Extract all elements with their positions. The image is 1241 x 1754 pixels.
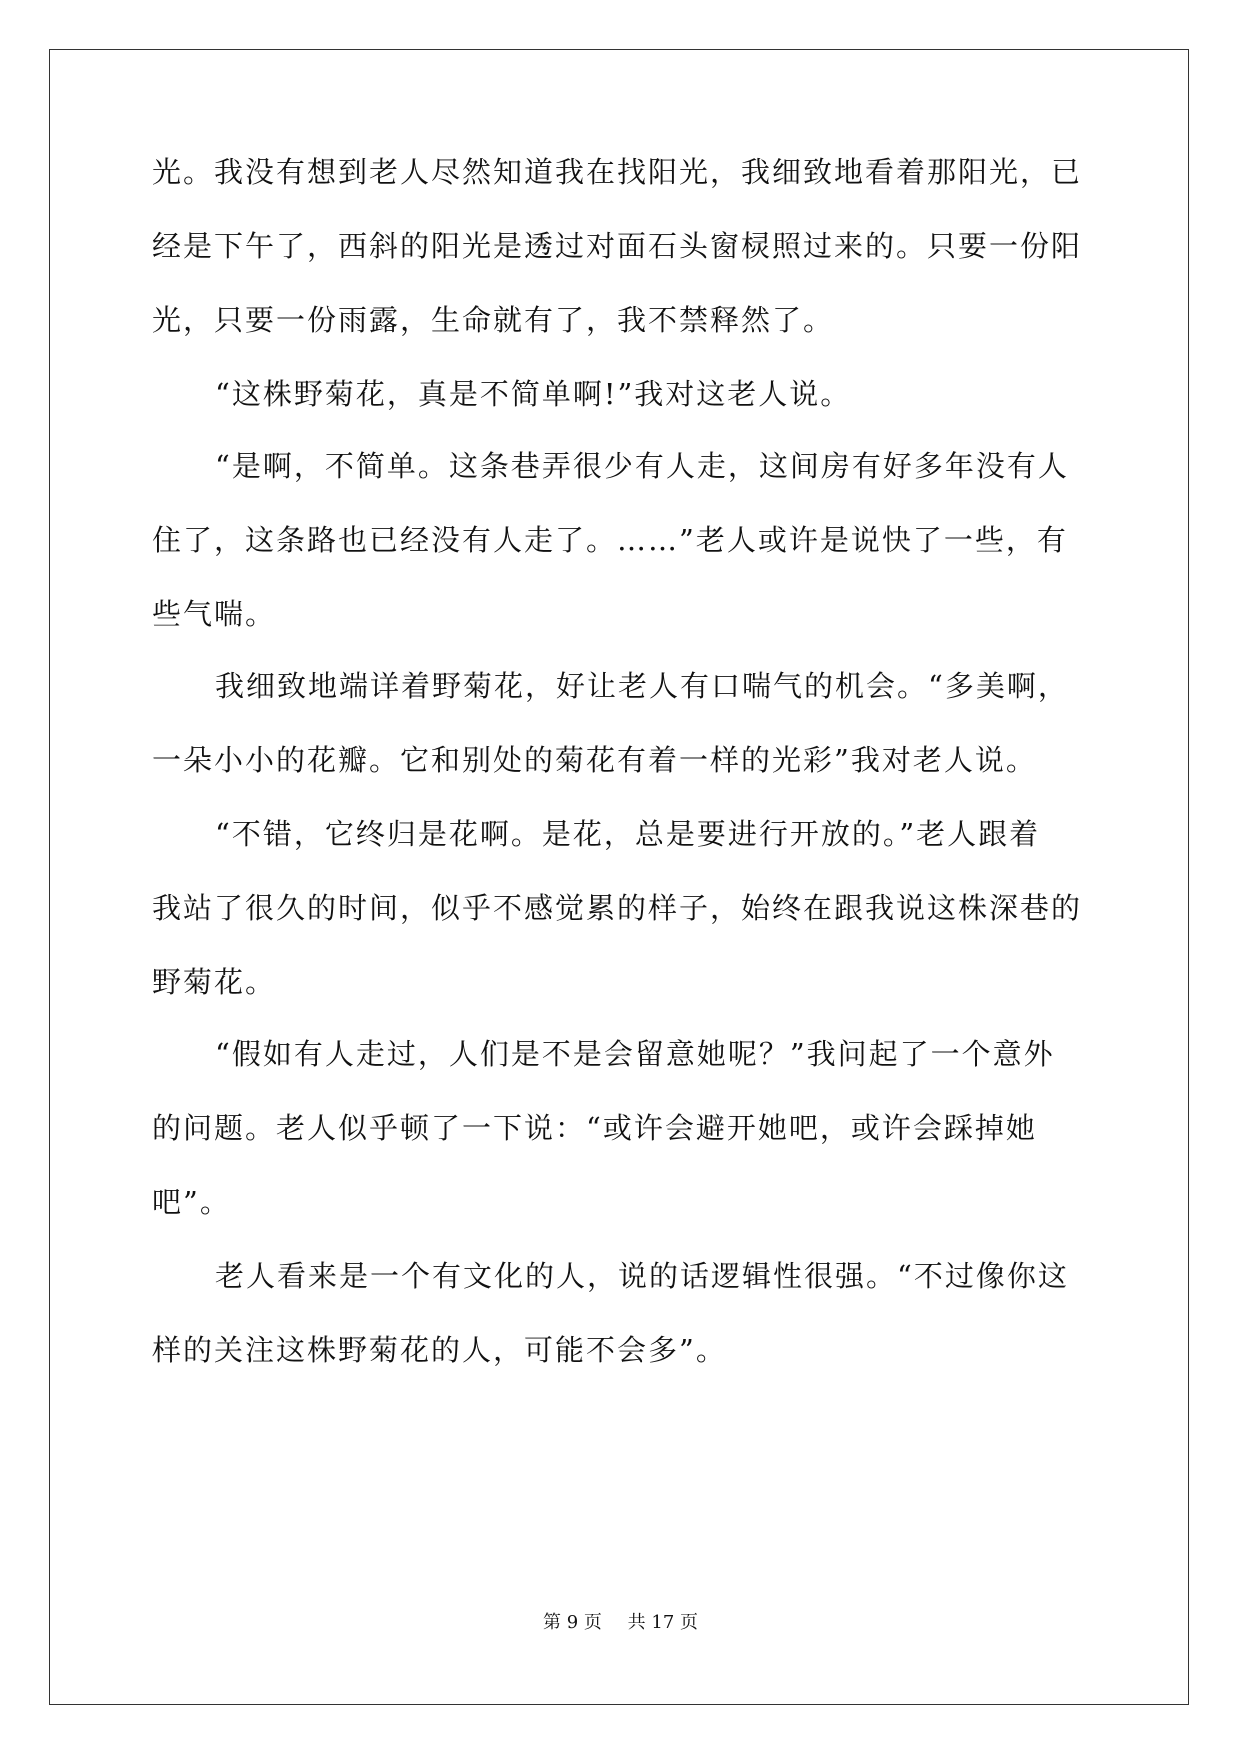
- paragraph-start-line: “假如有人走过，人们是不是会留意她呢？”我问起了一个意外: [215, 1037, 1055, 1071]
- text-line: 吧”。: [152, 1185, 231, 1219]
- paragraph-start-line: 我细致地端详着野菊花，好让老人有口喘气的机会。“多美啊，: [215, 669, 1069, 703]
- paragraph-start-line: “不错，它终归是花啊。是花，总是要进行开放的。”老人跟着: [215, 817, 1041, 851]
- text-line: 一朵小小的花瓣。它和别处的菊花有着一样的光彩”我对老人说。: [152, 743, 1037, 777]
- text-line: 经是下午了，西斜的阳光是透过对面石头窗棂照过来的。只要一份阳: [152, 229, 1083, 263]
- paragraph-start-line: 老人看来是一个有文化的人，说的话逻辑性很强。“不过像你这: [215, 1259, 1069, 1293]
- text-line: 样的关注这株野菊花的人，可能不会多”。: [152, 1333, 727, 1367]
- text-line: 的问题。老人似乎顿了一下说：“或许会避开她吧，或许会踩掉她: [152, 1111, 1037, 1145]
- page-frame: [49, 49, 1189, 1705]
- text-line: 光，只要一份雨露，生命就有了，我不禁释然了。: [152, 303, 835, 337]
- paragraph-start-line: “是啊，不简单。这条巷弄很少有人走，这间房有好多年没有人: [215, 449, 1069, 483]
- text-line: 野菊花。: [152, 965, 277, 999]
- text-line: 光。我没有想到老人尽然知道我在找阳光，我细致地看着那阳光，已: [152, 155, 1083, 189]
- text-line: 住了，这条路也已经没有人走了。……”老人或许是说快了一些，有: [152, 523, 1068, 557]
- page-footer: [0, 1612, 1241, 1634]
- paragraph-start-line: “这株野菊花，真是不简单啊!”我对这老人说。: [215, 377, 852, 411]
- text-line: 些气喘。: [152, 597, 277, 631]
- page-number-current: 第 9 页: [543, 1612, 602, 1633]
- text-line: 我站了很久的时间，似乎不感觉累的样子，始终在跟我说这株深巷的: [152, 891, 1083, 925]
- page-number-total: 共 17 页: [627, 1612, 698, 1633]
